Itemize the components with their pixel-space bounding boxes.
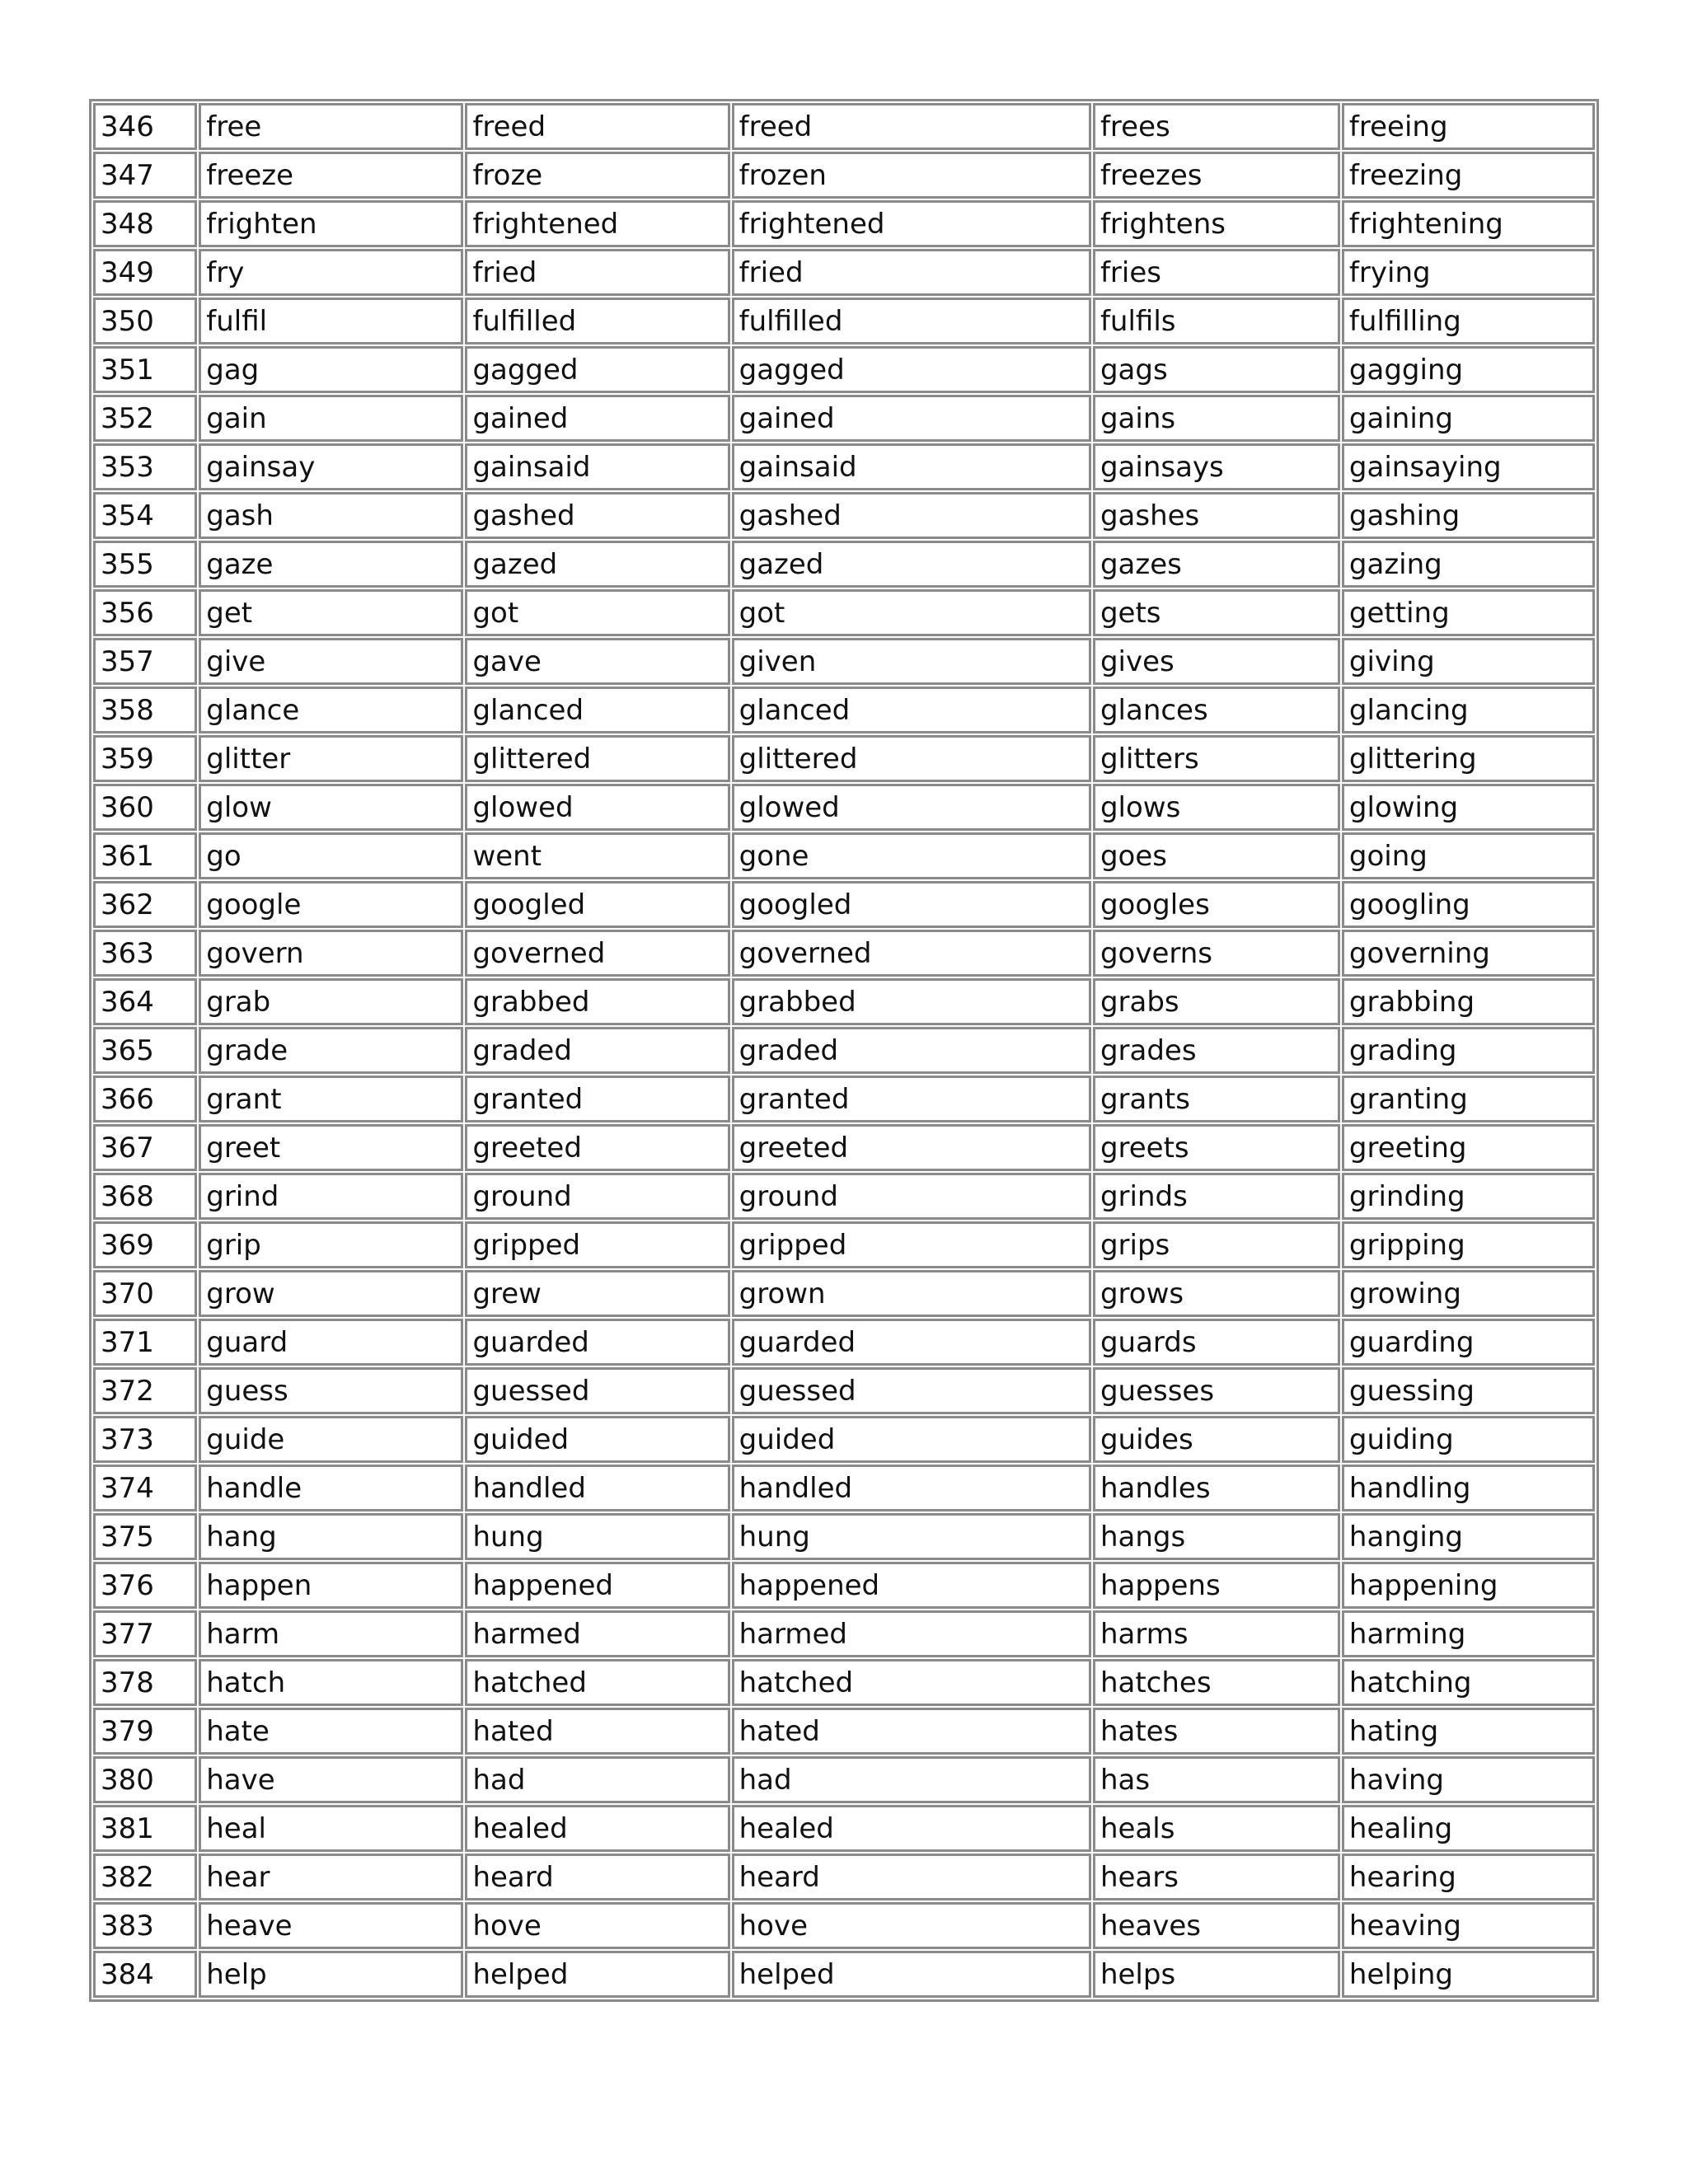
past-simple-cell: gashed — [465, 492, 729, 539]
past-simple-cell: had — [465, 1756, 729, 1803]
past-simple-cell: healed — [465, 1805, 729, 1852]
third-person-cell: googles — [1093, 881, 1340, 928]
third-person-cell: hatches — [1093, 1659, 1340, 1706]
past-participle-cell: grabbed — [732, 978, 1091, 1025]
base-form-cell: grow — [199, 1270, 463, 1317]
present-participle-cell: helping — [1342, 1951, 1595, 1998]
row-number-cell: 371 — [93, 1319, 197, 1366]
base-form-cell: help — [199, 1951, 463, 1998]
table-row — [93, 1513, 1595, 1560]
third-person-cell: handles — [1093, 1465, 1340, 1511]
base-form-cell: glow — [199, 784, 463, 831]
row-number-cell: 353 — [93, 443, 197, 490]
past-participle-cell: grown — [732, 1270, 1091, 1317]
past-participle-cell: glowed — [732, 784, 1091, 831]
third-person-cell: heals — [1093, 1805, 1340, 1852]
table-row — [93, 978, 1595, 1025]
table-row — [93, 1805, 1595, 1852]
row-number-cell: 378 — [93, 1659, 197, 1706]
past-participle-cell: had — [732, 1756, 1091, 1803]
base-form-cell: fry — [199, 249, 463, 296]
base-form-cell: harm — [199, 1610, 463, 1657]
third-person-cell: glitters — [1093, 735, 1340, 782]
verb-table-body — [93, 103, 1595, 1998]
table-row — [93, 1708, 1595, 1755]
past-participle-cell: happened — [732, 1562, 1091, 1609]
past-simple-cell: gripped — [465, 1221, 729, 1268]
past-participle-cell: googled — [732, 881, 1091, 928]
base-form-cell: hate — [199, 1708, 463, 1755]
present-participle-cell: handling — [1342, 1465, 1595, 1511]
present-participle-cell: gripping — [1342, 1221, 1595, 1268]
past-simple-cell: gazed — [465, 541, 729, 588]
row-number-cell: 375 — [93, 1513, 197, 1560]
base-form-cell: grade — [199, 1027, 463, 1074]
base-form-cell: guess — [199, 1367, 463, 1414]
third-person-cell: has — [1093, 1756, 1340, 1803]
past-participle-cell: governed — [732, 930, 1091, 977]
past-participle-cell: glittered — [732, 735, 1091, 782]
past-participle-cell: given — [732, 638, 1091, 685]
base-form-cell: have — [199, 1756, 463, 1803]
base-form-cell: go — [199, 832, 463, 879]
third-person-cell: gainsays — [1093, 443, 1340, 490]
table-row — [93, 249, 1595, 296]
base-form-cell: get — [199, 589, 463, 636]
row-number-cell: 354 — [93, 492, 197, 539]
past-participle-cell: handled — [732, 1465, 1091, 1511]
present-participle-cell: grading — [1342, 1027, 1595, 1074]
past-simple-cell: governed — [465, 930, 729, 977]
base-form-cell: heal — [199, 1805, 463, 1852]
table-row — [93, 1221, 1595, 1268]
past-simple-cell: grew — [465, 1270, 729, 1317]
row-number-cell: 352 — [93, 395, 197, 442]
table-row — [93, 1416, 1595, 1463]
base-form-cell: handle — [199, 1465, 463, 1511]
past-participle-cell: gripped — [732, 1221, 1091, 1268]
past-simple-cell: froze — [465, 152, 729, 199]
present-participle-cell: glancing — [1342, 687, 1595, 733]
past-simple-cell: happened — [465, 1562, 729, 1609]
base-form-cell: fulfil — [199, 298, 463, 344]
table-row — [93, 735, 1595, 782]
base-form-cell: grip — [199, 1221, 463, 1268]
third-person-cell: gets — [1093, 589, 1340, 636]
table-row — [93, 443, 1595, 490]
present-participle-cell: going — [1342, 832, 1595, 879]
row-number-cell: 346 — [93, 103, 197, 150]
present-participle-cell: glittering — [1342, 735, 1595, 782]
present-participle-cell: guarding — [1342, 1319, 1595, 1366]
row-number-cell: 369 — [93, 1221, 197, 1268]
past-simple-cell: guarded — [465, 1319, 729, 1366]
row-number-cell: 362 — [93, 881, 197, 928]
table-row — [93, 784, 1595, 831]
third-person-cell: hates — [1093, 1708, 1340, 1755]
base-form-cell: free — [199, 103, 463, 150]
third-person-cell: grades — [1093, 1027, 1340, 1074]
past-simple-cell: hung — [465, 1513, 729, 1560]
third-person-cell: grips — [1093, 1221, 1340, 1268]
row-number-cell: 373 — [93, 1416, 197, 1463]
present-participle-cell: giving — [1342, 638, 1595, 685]
present-participle-cell: frying — [1342, 249, 1595, 296]
row-number-cell: 383 — [93, 1902, 197, 1949]
table-row — [93, 1076, 1595, 1122]
present-participle-cell: gainsaying — [1342, 443, 1595, 490]
table-row — [93, 1610, 1595, 1657]
row-number-cell: 370 — [93, 1270, 197, 1317]
past-participle-cell: gazed — [732, 541, 1091, 588]
row-number-cell: 348 — [93, 200, 197, 247]
past-participle-cell: granted — [732, 1076, 1091, 1122]
third-person-cell: harms — [1093, 1610, 1340, 1657]
present-participle-cell: gazing — [1342, 541, 1595, 588]
row-number-cell: 350 — [93, 298, 197, 344]
row-number-cell: 381 — [93, 1805, 197, 1852]
present-participle-cell: glowing — [1342, 784, 1595, 831]
third-person-cell: fulfils — [1093, 298, 1340, 344]
table-row — [93, 1902, 1595, 1949]
table-row — [93, 103, 1595, 150]
table-row — [93, 1562, 1595, 1609]
row-number-cell: 368 — [93, 1173, 197, 1220]
row-number-cell: 366 — [93, 1076, 197, 1122]
past-simple-cell: hatched — [465, 1659, 729, 1706]
base-form-cell: google — [199, 881, 463, 928]
base-form-cell: gain — [199, 395, 463, 442]
present-participle-cell: hanging — [1342, 1513, 1595, 1560]
past-participle-cell: guessed — [732, 1367, 1091, 1414]
table-row — [93, 298, 1595, 344]
base-form-cell: glance — [199, 687, 463, 733]
row-number-cell: 384 — [93, 1951, 197, 1998]
row-number-cell: 347 — [93, 152, 197, 199]
table-row — [93, 1659, 1595, 1706]
third-person-cell: guesses — [1093, 1367, 1340, 1414]
past-simple-cell: guessed — [465, 1367, 729, 1414]
past-simple-cell: guided — [465, 1416, 729, 1463]
present-participle-cell: guessing — [1342, 1367, 1595, 1414]
past-simple-cell: ground — [465, 1173, 729, 1220]
base-form-cell: happen — [199, 1562, 463, 1609]
past-participle-cell: got — [732, 589, 1091, 636]
past-participle-cell: hated — [732, 1708, 1091, 1755]
past-participle-cell: hatched — [732, 1659, 1091, 1706]
base-form-cell: hear — [199, 1854, 463, 1900]
present-participle-cell: fulfilling — [1342, 298, 1595, 344]
row-number-cell: 358 — [93, 687, 197, 733]
table-row — [93, 152, 1595, 199]
table-row — [93, 1756, 1595, 1803]
row-number-cell: 357 — [93, 638, 197, 685]
table-row — [93, 200, 1595, 247]
base-form-cell: gash — [199, 492, 463, 539]
past-participle-cell: fried — [732, 249, 1091, 296]
past-simple-cell: glanced — [465, 687, 729, 733]
present-participle-cell: hating — [1342, 1708, 1595, 1755]
past-participle-cell: healed — [732, 1805, 1091, 1852]
row-number-cell: 376 — [93, 1562, 197, 1609]
past-simple-cell: glowed — [465, 784, 729, 831]
table-row — [93, 832, 1595, 879]
past-simple-cell: googled — [465, 881, 729, 928]
row-number-cell: 361 — [93, 832, 197, 879]
row-number-cell: 374 — [93, 1465, 197, 1511]
base-form-cell: grind — [199, 1173, 463, 1220]
table-row — [93, 881, 1595, 928]
third-person-cell: happens — [1093, 1562, 1340, 1609]
row-number-cell: 351 — [93, 346, 197, 393]
past-participle-cell: gagged — [732, 346, 1091, 393]
past-simple-cell: heard — [465, 1854, 729, 1900]
past-participle-cell: hove — [732, 1902, 1091, 1949]
third-person-cell: grants — [1093, 1076, 1340, 1122]
row-number-cell: 349 — [93, 249, 197, 296]
third-person-cell: hangs — [1093, 1513, 1340, 1560]
present-participle-cell: getting — [1342, 589, 1595, 636]
past-participle-cell: hung — [732, 1513, 1091, 1560]
third-person-cell: fries — [1093, 249, 1340, 296]
table-row — [93, 492, 1595, 539]
present-participle-cell: freezing — [1342, 152, 1595, 199]
past-participle-cell: fulfilled — [732, 298, 1091, 344]
present-participle-cell: growing — [1342, 1270, 1595, 1317]
base-form-cell: greet — [199, 1124, 463, 1171]
past-simple-cell: gained — [465, 395, 729, 442]
past-simple-cell: fried — [465, 249, 729, 296]
table-row — [93, 1027, 1595, 1074]
third-person-cell: frightens — [1093, 200, 1340, 247]
past-participle-cell: glanced — [732, 687, 1091, 733]
past-simple-cell: granted — [465, 1076, 729, 1122]
base-form-cell: hang — [199, 1513, 463, 1560]
row-number-cell: 356 — [93, 589, 197, 636]
third-person-cell: frees — [1093, 103, 1340, 150]
present-participle-cell: having — [1342, 1756, 1595, 1803]
row-number-cell: 380 — [93, 1756, 197, 1803]
row-number-cell: 364 — [93, 978, 197, 1025]
present-participle-cell: guiding — [1342, 1416, 1595, 1463]
table-row — [93, 1367, 1595, 1414]
third-person-cell: guides — [1093, 1416, 1340, 1463]
row-number-cell: 367 — [93, 1124, 197, 1171]
base-form-cell: gag — [199, 346, 463, 393]
third-person-cell: hears — [1093, 1854, 1340, 1900]
past-simple-cell: fulfilled — [465, 298, 729, 344]
row-number-cell: 355 — [93, 541, 197, 588]
present-participle-cell: granting — [1342, 1076, 1595, 1122]
third-person-cell: heaves — [1093, 1902, 1340, 1949]
table-row — [93, 395, 1595, 442]
base-form-cell: guide — [199, 1416, 463, 1463]
third-person-cell: governs — [1093, 930, 1340, 977]
past-participle-cell: freed — [732, 103, 1091, 150]
present-participle-cell: gaining — [1342, 395, 1595, 442]
past-simple-cell: handled — [465, 1465, 729, 1511]
past-participle-cell: graded — [732, 1027, 1091, 1074]
past-simple-cell: grabbed — [465, 978, 729, 1025]
present-participle-cell: harming — [1342, 1610, 1595, 1657]
past-participle-cell: guarded — [732, 1319, 1091, 1366]
row-number-cell: 382 — [93, 1854, 197, 1900]
table-row — [93, 638, 1595, 685]
present-participle-cell: hearing — [1342, 1854, 1595, 1900]
table-row — [93, 541, 1595, 588]
third-person-cell: greets — [1093, 1124, 1340, 1171]
present-participle-cell: freeing — [1342, 103, 1595, 150]
present-participle-cell: grabbing — [1342, 978, 1595, 1025]
table-row — [93, 1854, 1595, 1900]
past-participle-cell: greeted — [732, 1124, 1091, 1171]
third-person-cell: glances — [1093, 687, 1340, 733]
present-participle-cell: healing — [1342, 1805, 1595, 1852]
row-number-cell: 372 — [93, 1367, 197, 1414]
past-participle-cell: harmed — [732, 1610, 1091, 1657]
present-participle-cell: gagging — [1342, 346, 1595, 393]
past-simple-cell: went — [465, 832, 729, 879]
third-person-cell: helps — [1093, 1951, 1340, 1998]
past-simple-cell: glittered — [465, 735, 729, 782]
past-participle-cell: helped — [732, 1951, 1091, 1998]
past-participle-cell: guided — [732, 1416, 1091, 1463]
present-participle-cell: frightening — [1342, 200, 1595, 247]
past-simple-cell: gave — [465, 638, 729, 685]
third-person-cell: gags — [1093, 346, 1340, 393]
row-number-cell: 379 — [93, 1708, 197, 1755]
third-person-cell: glows — [1093, 784, 1340, 831]
past-simple-cell: greeted — [465, 1124, 729, 1171]
past-simple-cell: gainsaid — [465, 443, 729, 490]
table-row — [93, 1270, 1595, 1317]
present-participle-cell: gashing — [1342, 492, 1595, 539]
table-row — [93, 930, 1595, 977]
past-participle-cell: ground — [732, 1173, 1091, 1220]
past-simple-cell: hated — [465, 1708, 729, 1755]
table-row — [93, 1465, 1595, 1511]
table-row — [93, 687, 1595, 733]
past-simple-cell: got — [465, 589, 729, 636]
present-participle-cell: heaving — [1342, 1902, 1595, 1949]
base-form-cell: frighten — [199, 200, 463, 247]
base-form-cell: hatch — [199, 1659, 463, 1706]
past-simple-cell: helped — [465, 1951, 729, 1998]
base-form-cell: gaze — [199, 541, 463, 588]
past-simple-cell: harmed — [465, 1610, 729, 1657]
third-person-cell: grinds — [1093, 1173, 1340, 1220]
past-simple-cell: frightened — [465, 200, 729, 247]
third-person-cell: gashes — [1093, 492, 1340, 539]
past-simple-cell: freed — [465, 103, 729, 150]
row-number-cell: 377 — [93, 1610, 197, 1657]
past-participle-cell: gainsaid — [732, 443, 1091, 490]
past-simple-cell: gagged — [465, 346, 729, 393]
base-form-cell: gainsay — [199, 443, 463, 490]
third-person-cell: grabs — [1093, 978, 1340, 1025]
third-person-cell: gives — [1093, 638, 1340, 685]
past-participle-cell: gone — [732, 832, 1091, 879]
base-form-cell: freeze — [199, 152, 463, 199]
row-number-cell: 365 — [93, 1027, 197, 1074]
row-number-cell: 363 — [93, 930, 197, 977]
table-row — [93, 1124, 1595, 1171]
past-simple-cell: hove — [465, 1902, 729, 1949]
third-person-cell: gains — [1093, 395, 1340, 442]
base-form-cell: heave — [199, 1902, 463, 1949]
table-row — [93, 1319, 1595, 1366]
present-participle-cell: googling — [1342, 881, 1595, 928]
past-participle-cell: heard — [732, 1854, 1091, 1900]
base-form-cell: guard — [199, 1319, 463, 1366]
present-participle-cell: hatching — [1342, 1659, 1595, 1706]
present-participle-cell: grinding — [1342, 1173, 1595, 1220]
present-participle-cell: governing — [1342, 930, 1595, 977]
past-participle-cell: gashed — [732, 492, 1091, 539]
base-form-cell: grant — [199, 1076, 463, 1122]
verb-forms-table — [89, 99, 1599, 2002]
third-person-cell: guards — [1093, 1319, 1340, 1366]
base-form-cell: govern — [199, 930, 463, 977]
base-form-cell: grab — [199, 978, 463, 1025]
table-row — [93, 1951, 1595, 1998]
present-participle-cell: greeting — [1342, 1124, 1595, 1171]
third-person-cell: goes — [1093, 832, 1340, 879]
past-simple-cell: graded — [465, 1027, 729, 1074]
base-form-cell: give — [199, 638, 463, 685]
row-number-cell: 360 — [93, 784, 197, 831]
present-participle-cell: happening — [1342, 1562, 1595, 1609]
table-row — [93, 589, 1595, 636]
third-person-cell: gazes — [1093, 541, 1340, 588]
third-person-cell: grows — [1093, 1270, 1340, 1317]
row-number-cell: 359 — [93, 735, 197, 782]
table-row — [93, 346, 1595, 393]
base-form-cell: glitter — [199, 735, 463, 782]
third-person-cell: freezes — [1093, 152, 1340, 199]
past-participle-cell: frightened — [732, 200, 1091, 247]
table-row — [93, 1173, 1595, 1220]
past-participle-cell: frozen — [732, 152, 1091, 199]
past-participle-cell: gained — [732, 395, 1091, 442]
